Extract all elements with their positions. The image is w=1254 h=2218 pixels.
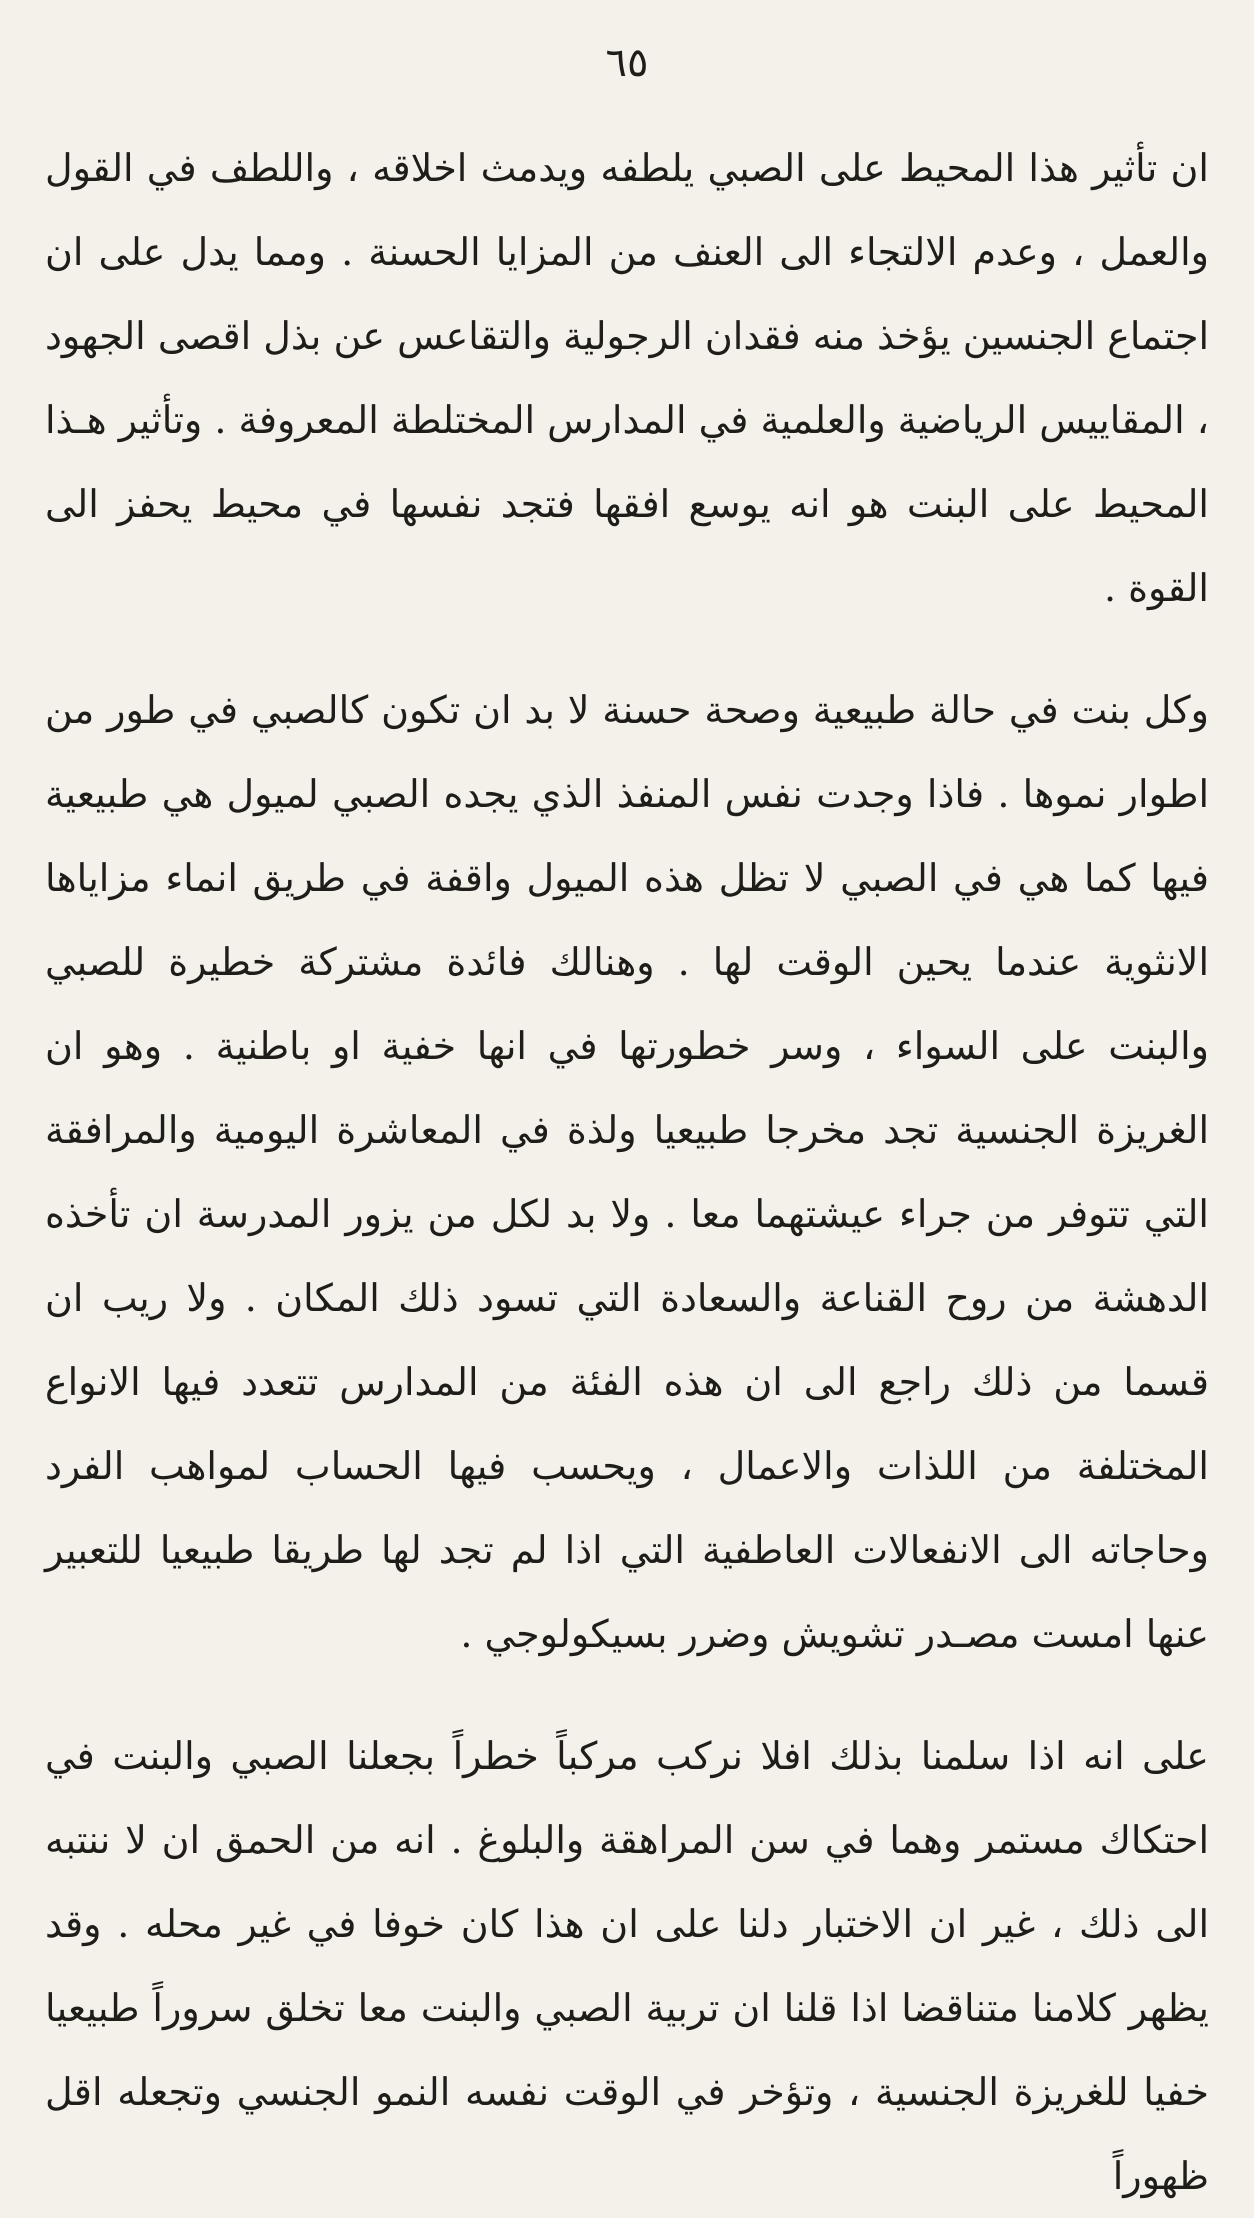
paragraph-2: وكل بنت في حالة طبيعية وصحة حسنة لا بد ان تكون كالصبي في طور من اطوار نموها . فاذا وجدت نفس المنفذ الذي يجده الصبي لميول هي طبيعية فيها كما هي في الصبي لا تظل هذه الميول واقفة في طريق انماء مزاياها الانثوية عندما يحين الوقت لها . وهنالك فائدة مشتركة خطيرة للصبي والبنت على السواء ، وسر خطورتها في انها خفية او باطنية . وهو ان الغريزة الجنسية تجد مخرجا طبيعيا ولذة في المعاشرة اليومية والمرافقة التي تتوفر من جراء عيشتهما معا . ولا بد لكل من يزور المدرسة ان تأخذه الدهشة من روح القناعة والسعادة التي تسود ذلك المكان . ولا ريب ان قسما من ذلك راجع الى ان هذه الفئة من المدارس تتعدد فيها الانواع المختلفة من اللذات والاعمال ، ويحسب فيها الحساب لمواهب الفرد وحاجاته الى الانفعالات العاطفية التي اذا لم تجد لها طريقا طبيعيا للتعبير عنها امست مصـدر تشويش وضرر بسيكولوجي . (45, 688, 1209, 1656)
paragraph-3: على انه اذا سلمنا بذلك افلا نركب مركباً خطراً بجعلنا الصبي والبنت في احتكاك مستمر وهما في سن المراهقة والبلوغ . انه من الحمق ان لا ننتبه الى ذلك ، غير ان الاختبار دلنا على ان هذا كان خوفا في غير محله . وقد يظهر كلامنا متناقضا اذا قلنا ان تربية الصبي والبنت معا تخلق سروراً طبيعيا خفيا للغريزة الجنسية ، وتؤخر في الوقت نفسه النمو الجنسي وتجعله اقل ظهوراً (45, 1734, 1209, 2198)
paragraph-1: ان تأثير هذا المحيط على الصبي يلطفه ويدمث اخلاقه ، واللطف في القول والعمل ، وعدم الالتجاء الى العنف من المزايا الحسنة . ومما يدل على ان اجتماع الجنسين يؤخذ منه فقدان الرجولية والتقاعس عن بذل اقصى الجهود ، المقاييس الرياضية والعلمية في المدارس المختلطة المعروفة . وتأثير هـذا المحيط على البنت هو انه يوسع افقها فتجد نفسها في محيط يحفز الى القوة . (45, 146, 1209, 610)
page-number: ٦٥ (605, 40, 649, 86)
